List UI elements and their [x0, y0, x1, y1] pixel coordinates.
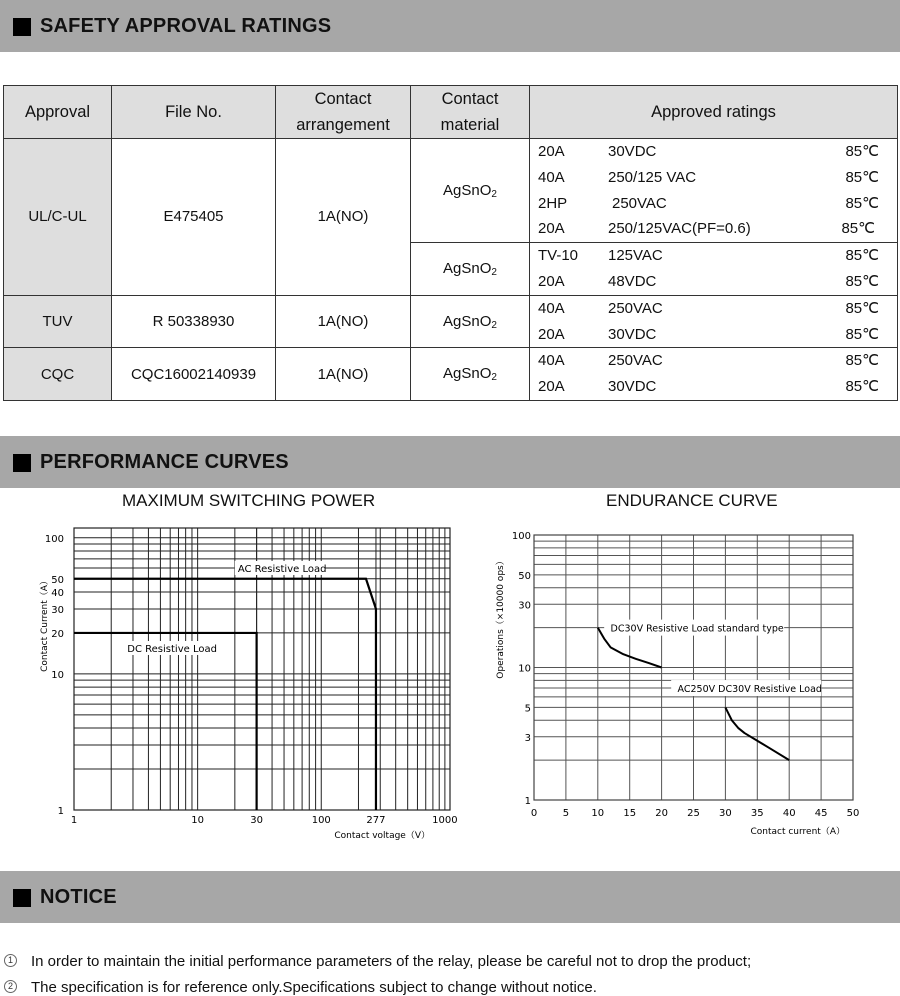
y-tick-label: 3: [524, 732, 531, 744]
x-tick-label: 10: [591, 808, 605, 819]
rating-line: 20A 250/125VAC(PF=0.6) 85℃: [538, 220, 875, 238]
x-tick-label: 277: [366, 815, 386, 826]
rating-line: 40A 250/125 VAC 85℃: [538, 168, 879, 186]
circled-number-icon: 1: [4, 954, 17, 967]
square-bullet-icon: [13, 454, 31, 472]
x-tick-label: 15: [623, 808, 637, 819]
x-tick-label: 20: [655, 808, 668, 819]
header-contact-arrangement: Contact arrangement: [276, 86, 411, 139]
y-tick-label: 30: [51, 604, 64, 616]
table-row: [4, 139, 898, 243]
series-label: DC30V Resistive Load standard type: [610, 623, 784, 635]
series-label: AC Resistive Load: [237, 563, 327, 575]
y-tick-label: 1: [524, 796, 531, 807]
cell-arrangement: 1A(NO): [276, 295, 411, 348]
section-header-notice: [0, 871, 900, 923]
y-tick-label: 10: [518, 663, 531, 675]
x-tick-label: 40: [782, 808, 796, 819]
x-tick-label: 35: [750, 808, 764, 819]
cell-material: AgSnO$_2$: [411, 295, 530, 348]
rating-line: 2HP 250VAC 85℃: [538, 194, 879, 212]
cell-file-no: R 50338930: [112, 295, 276, 348]
series-label: AC250V DC30V Resistive Load: [677, 684, 822, 696]
table-header-row: [4, 86, 898, 139]
square-bullet-icon: [13, 18, 31, 36]
notice-text: In order to maintain the initial performance parameters of the relay, please be careful not to drop the product;: [31, 953, 752, 970]
square-bullet-icon: [13, 889, 31, 907]
cell-file-no: CQC16002140939: [112, 348, 276, 401]
rating-line: 40A 250VAC 85℃: [538, 352, 879, 370]
y-tick-label: 50: [518, 570, 531, 582]
x-tick-label: 1: [70, 815, 78, 826]
rating-line: 40A 250VAC 85℃: [538, 299, 879, 317]
header-contact-material: Contact material: [411, 86, 530, 139]
header-approval: Approval: [4, 86, 112, 139]
header-file-no: File No.: [112, 86, 276, 139]
cell-approval: CQC: [4, 348, 112, 401]
x-tick-label: 25: [687, 808, 700, 819]
cell-ratings: [530, 295, 898, 348]
y-axis-label: Operations（×10000 ops）: [496, 556, 506, 679]
rating-line: 20A 30VDC 85℃: [538, 325, 879, 343]
rating-line: TV-10 125VAC 85℃: [538, 247, 879, 265]
cell-ratings: [530, 348, 898, 401]
y-tick-label: 50: [51, 574, 64, 586]
switching-power-chart: [0, 515, 470, 850]
cell-approval: TUV: [4, 295, 112, 348]
x-tick-label: 0: [530, 808, 538, 819]
cell-ratings: [530, 139, 898, 243]
x-tick-label: 10: [191, 815, 204, 826]
cell-arrangement: 1A(NO): [276, 139, 411, 296]
x-axis-label: Contact voltage（V）: [334, 831, 430, 841]
y-tick-label: 100: [511, 531, 531, 542]
x-tick-label: 50: [846, 808, 860, 819]
section-title: PERFORMANCE CURVES: [40, 451, 289, 473]
cell-arrangement: 1A(NO): [276, 348, 411, 401]
rating-line: 20A 30VDC 85℃: [538, 143, 879, 160]
y-tick-label: 10: [51, 669, 64, 681]
header-approved-ratings: Approved ratings: [530, 86, 898, 139]
y-axis-label: Contact Current（A）: [40, 576, 50, 672]
cell-material: AgSnO$_2$: [411, 243, 530, 296]
x-tick-label: 30: [250, 815, 263, 826]
cell-approval: UL/C-UL: [4, 139, 112, 296]
y-tick-label: 1: [57, 806, 64, 817]
section-title: NOTICE: [40, 886, 117, 908]
table-row: [4, 295, 898, 348]
chart-title-endurance: ENDURANCE CURVE: [606, 491, 778, 510]
series-label: DC Resistive Load: [127, 643, 217, 655]
x-axis-label: Contact current（A）: [750, 827, 845, 837]
cell-material: AgSnO$_2$: [411, 139, 530, 243]
rating-line: 20A 48VDC 85℃: [538, 272, 879, 290]
y-tick-label: 100: [44, 533, 64, 545]
cell-ratings: [530, 243, 898, 296]
table-row: [4, 348, 898, 401]
y-tick-label: 30: [518, 600, 531, 612]
y-tick-label: 5: [524, 703, 531, 715]
series-line-ac-resistive-load: [74, 579, 376, 810]
cell-material: AgSnO$_2$: [411, 348, 530, 401]
x-tick-label: 5: [562, 808, 570, 819]
y-tick-label: 20: [51, 628, 64, 640]
x-tick-label: 30: [719, 808, 732, 819]
x-tick-label: 100: [311, 815, 331, 826]
safety-ratings-table: [3, 85, 898, 401]
y-tick-label: 40: [51, 587, 64, 599]
notice-text: The specification is for reference only.Specifications subject to change without notice.: [31, 979, 597, 996]
rating-line: 20A 30VDC 85℃: [538, 378, 879, 396]
x-tick-label: 45: [814, 808, 828, 819]
section-header-safety: [0, 0, 900, 52]
x-tick-label: 1000: [432, 815, 458, 826]
section-header-performance: [0, 436, 900, 488]
endurance-chart: [470, 515, 900, 850]
cell-file-no: E475405: [112, 139, 276, 296]
series-line-dc-resistive-load: [74, 633, 257, 810]
chart-title-switching-power: MAXIMUM SWITCHING POWER: [122, 491, 376, 510]
circled-number-icon: 2: [4, 980, 17, 993]
section-title: SAFETY APPROVAL RATINGS: [40, 15, 332, 37]
